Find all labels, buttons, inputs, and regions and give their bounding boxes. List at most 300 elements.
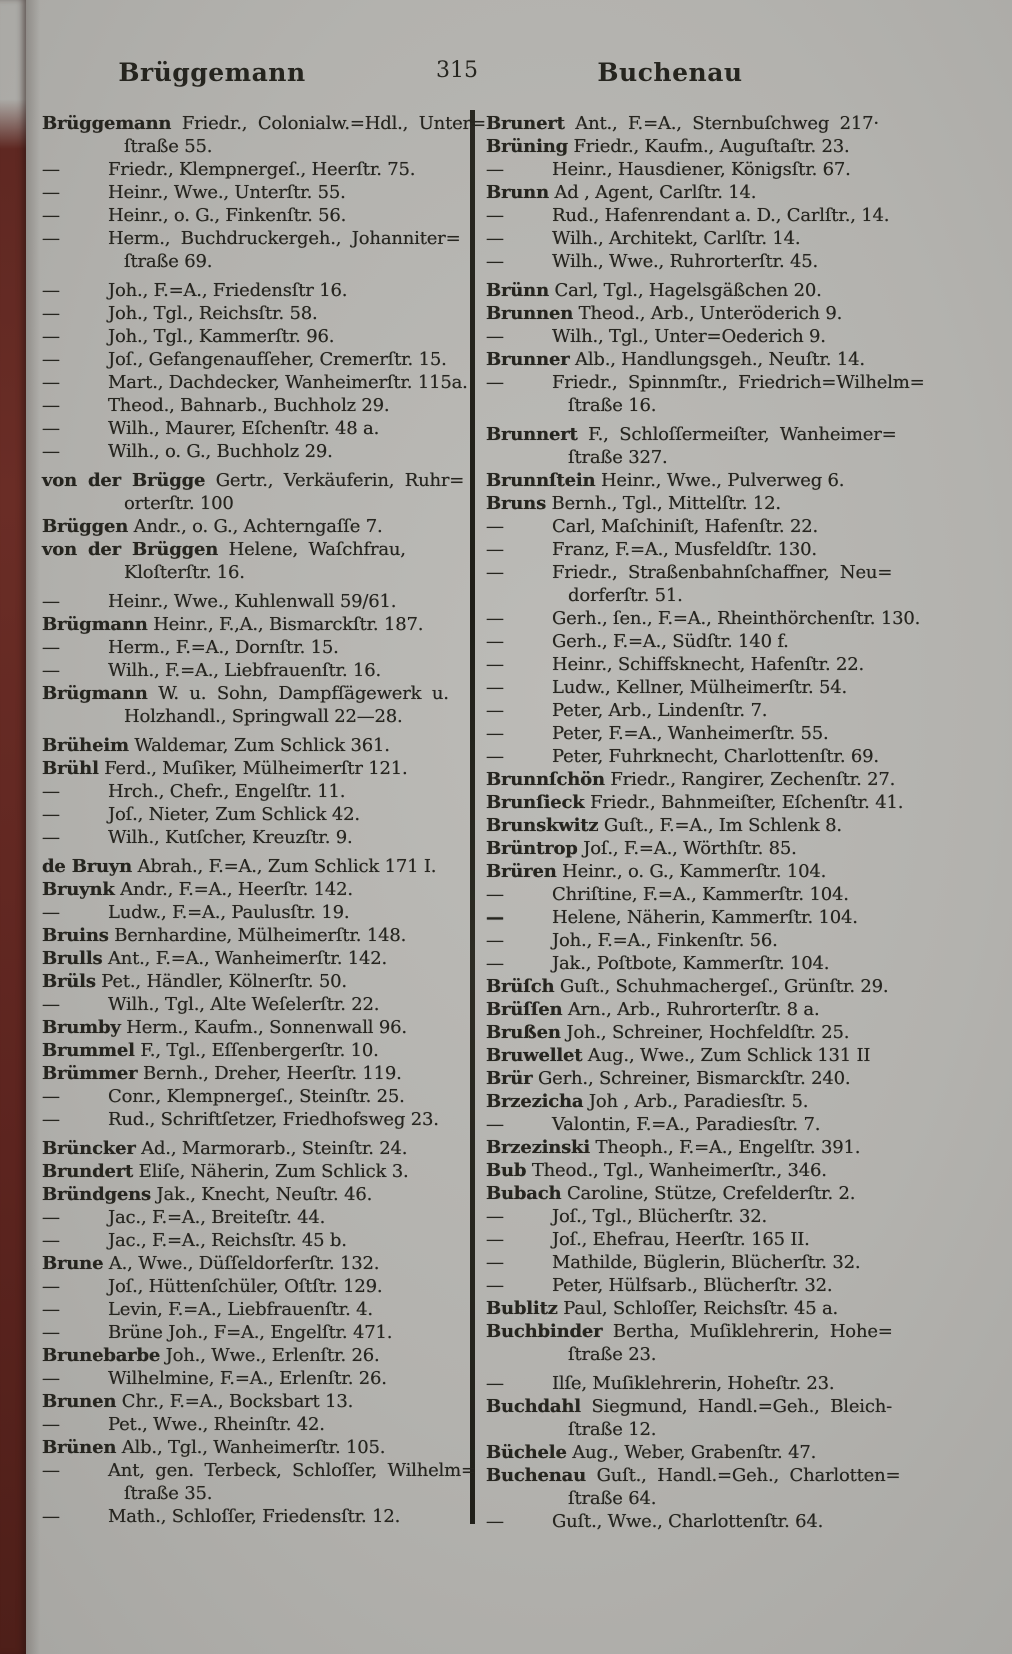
entry-text: Caroline, Stütze, Crefelderſtr. 2. xyxy=(566,1183,856,1204)
surname: Bublitz xyxy=(486,1298,558,1319)
entry-line xyxy=(486,1044,950,1067)
repeat-surname-dash: — xyxy=(486,1114,504,1135)
repeat-surname-dash: — xyxy=(42,660,60,681)
entry-line xyxy=(486,112,950,135)
entry-line xyxy=(42,1085,466,1108)
entry-text: Franz, F.=A., Musfeldſtr. 130. xyxy=(552,539,817,560)
entry-line xyxy=(42,469,466,492)
repeat-surname-dash: — xyxy=(486,723,504,744)
entry-line xyxy=(486,837,950,860)
entry-line xyxy=(42,970,466,993)
entry-line xyxy=(42,1016,466,1039)
surname: Brune xyxy=(42,1253,104,1274)
entry-line xyxy=(42,1160,466,1183)
entry-line xyxy=(42,1459,476,1482)
page-header xyxy=(0,58,1012,94)
entry-text: Jak., Poſtbote, Kammerſtr. 104. xyxy=(552,953,830,974)
entry-text: Math., Schloſſer, Friedensſtr. 12. xyxy=(108,1506,401,1527)
entry-line xyxy=(486,745,950,768)
entry-text: Herm., Kaufm., Sonnenwall 96. xyxy=(126,1017,407,1038)
surname: von der Brüggen xyxy=(42,539,219,560)
entry-line xyxy=(42,803,466,826)
repeat-surname-dash: — xyxy=(486,539,504,560)
entry-text: Arn., Arb., Ruhrorterſtr. 8 a. xyxy=(567,999,820,1020)
entry-line xyxy=(486,1441,950,1464)
entry-text: Friedr., Kaufm., Auguſtaſtr. 23. xyxy=(573,136,850,157)
entry-text: A., Wwe., Düſſeldorferſtr. 132. xyxy=(108,1253,380,1274)
entry-text: Valontin, F.=A., Paradiesſtr. 7. xyxy=(552,1114,821,1135)
entry-line xyxy=(42,1039,466,1062)
entry-line xyxy=(42,1321,466,1344)
entry-text: Wilhelmine, F.=A., Erlenſtr. 26. xyxy=(108,1368,387,1389)
entry-line xyxy=(486,1372,950,1395)
entry-text: Wilh., Kutſcher, Kreuzſtr. 9. xyxy=(108,827,353,848)
entry-text: Gerh., F.=A., Südſtr. 140 f. xyxy=(552,631,789,652)
entry-text: Heinr., o. G., Kammerſtr. 104. xyxy=(562,861,827,882)
entry-line xyxy=(486,1297,950,1320)
surname: Brunnſtein xyxy=(486,470,596,491)
repeat-surname-dash: — xyxy=(42,1368,60,1389)
entry-text: Bernh., Tgl., Mittelſtr. 12. xyxy=(551,493,781,514)
repeat-surname-dash: — xyxy=(42,326,60,347)
entry-text: Joh., Wwe., Erlenſtr. 26. xyxy=(165,1345,380,1366)
entry-line xyxy=(42,734,466,757)
surname: Brzezinski xyxy=(486,1137,590,1158)
entry-text: Heinr., Schiffsknecht, Hafenſtr. 22. xyxy=(552,654,865,675)
entry-text: Joſ., Tgl., Blücherſtr. 32. xyxy=(552,1206,768,1227)
entry-text: Ant, gen. Terbeck, Schloſſer, Wilhelm= xyxy=(108,1460,476,1481)
surname: Brüren xyxy=(486,861,557,882)
entry-text: Wilh., Architekt, Carlſtr. 14. xyxy=(552,228,801,249)
entry-text: Heinr., Hausdiener, Königsſtr. 67. xyxy=(552,159,851,180)
entry-line xyxy=(42,348,466,371)
entry-text: Theod., Arb., Unteröderich 9. xyxy=(578,303,843,324)
repeat-surname-dash: — xyxy=(42,781,60,802)
page-number: 315 xyxy=(436,58,478,83)
entry-line xyxy=(486,630,950,653)
entry-text: Helene, Näherin, Kammerſtr. 104. xyxy=(552,907,858,928)
entry-text: Aug., Wwe., Zum Schlick 131 II xyxy=(587,1045,871,1066)
surname: Brüncker xyxy=(42,1138,136,1159)
entry-text: Theod., Tgl., Wanheimerſtr., 346. xyxy=(531,1160,827,1181)
surname: Bubach xyxy=(486,1183,562,1204)
entry-line xyxy=(486,1182,950,1205)
surname: Brunert xyxy=(486,113,565,134)
entry-line xyxy=(42,947,466,970)
surname: Brügmann xyxy=(42,614,148,635)
entry-line xyxy=(486,1274,950,1297)
surname: von der Brügge xyxy=(42,470,206,491)
entry-line xyxy=(486,1395,950,1418)
surname: Brühl xyxy=(42,758,99,779)
entry-text: Friedr., Bahnmeiſter, Eſchenſtr. 41. xyxy=(590,792,904,813)
entry-text: Friedr., Colonialw.=Hdl., Unter= xyxy=(181,113,486,134)
repeat-surname-dash: — xyxy=(42,1230,60,1251)
repeat-surname-dash: — xyxy=(486,228,504,249)
entry-line xyxy=(486,1251,950,1274)
surname: Büchele xyxy=(486,1442,567,1463)
repeat-surname-dash: — xyxy=(42,303,60,324)
entry-text: Heinr., Wwe., Unterſtr. 55. xyxy=(108,182,346,203)
repeat-surname-dash: — xyxy=(486,516,504,537)
surname: Bruynk xyxy=(42,879,115,900)
entry-text: Wilh., Wwe., Ruhrorterſtr. 45. xyxy=(552,251,819,272)
entry-text: Joh., Tgl., Reichsſtr. 58. xyxy=(108,303,318,324)
entry-line xyxy=(42,1390,466,1413)
repeat-surname-dash: — xyxy=(42,827,60,848)
entry-line xyxy=(486,1159,950,1182)
entry-text: Paul, Schloſſer, Reichsſtr. 45 a. xyxy=(563,1298,839,1319)
entry-text: Mart., Dachdecker, Wanheimerſtr. 115a. xyxy=(108,372,468,393)
surname: Brumby xyxy=(42,1017,121,1038)
entry-text: Ad , Agent, Carlſtr. 14. xyxy=(554,182,757,203)
surname: Brunnert xyxy=(486,424,578,445)
repeat-surname-dash: — xyxy=(486,326,504,347)
repeat-surname-dash: — xyxy=(42,349,60,370)
surname: Brzezicha xyxy=(486,1091,584,1112)
repeat-surname-dash: — xyxy=(42,228,60,249)
entry-line xyxy=(42,757,466,780)
entry-text: Andr., o. G., Achterngaſſe 7. xyxy=(133,516,383,537)
entry-text: Guſt., Schuhmachergeſ., Grünſtr. 29. xyxy=(559,976,889,997)
entry-line xyxy=(42,394,466,417)
entry-line xyxy=(486,998,950,1021)
entry-line xyxy=(42,826,466,849)
repeat-surname-dash: — xyxy=(486,562,504,583)
entry-text: Waldemar, Zum Schlick 361. xyxy=(134,735,390,756)
entry-line xyxy=(42,1505,466,1528)
entry-text: Ilſe, Muſiklehrerin, Hoheſtr. 23. xyxy=(552,1373,835,1394)
entry-text: Ludw., F.=A., Paulusſtr. 19. xyxy=(108,902,350,923)
repeat-surname-dash: — xyxy=(486,1511,504,1532)
entry-line xyxy=(42,613,466,636)
entry-line xyxy=(42,1108,466,1131)
entry-line xyxy=(42,901,466,924)
repeat-surname-dash: — xyxy=(42,1299,60,1320)
entry-text: Chriſtine, F.=A., Kammerſtr. 104. xyxy=(552,884,849,905)
repeat-surname-dash: — xyxy=(486,953,504,974)
entry-text: Rud., Hafenrendant a. D., Carlſtr., 14. xyxy=(552,205,890,226)
entry-text: Levin, F.=A., Liebfrauenſtr. 4. xyxy=(108,1299,373,1320)
entry-text: Carl, Tgl., Hagelsgäßchen 20. xyxy=(554,280,822,301)
entry-continuation-line: ſtraße 35. xyxy=(124,1483,213,1504)
entry-text: Peter, Arb., Lindenſtr. 7. xyxy=(552,700,768,721)
repeat-surname-dash: — xyxy=(42,1276,60,1297)
entry-line xyxy=(42,417,466,440)
repeat-surname-dash: — xyxy=(42,395,60,416)
surname: Brußen xyxy=(486,1022,561,1043)
entry-text: Eliſe, Näherin, Zum Schlick 3. xyxy=(138,1161,409,1182)
entry-text: Bernh., Dreher, Heerſtr. 119. xyxy=(142,1063,402,1084)
entry-line xyxy=(486,653,950,676)
entry-line xyxy=(486,1205,950,1228)
surname: Bruins xyxy=(42,925,109,946)
entry-text: Theod., Bahnarb., Buchholz 29. xyxy=(108,395,390,416)
entry-line xyxy=(42,590,466,613)
entry-line xyxy=(486,883,950,906)
entry-text: Friedr., Spinnmſtr., Friedrich=Wilhelm= xyxy=(552,372,925,393)
entry-line xyxy=(486,348,950,371)
entry-text: Heinr., F.,A., Bismarckſtr. 187. xyxy=(153,614,424,635)
surname: Brummel xyxy=(42,1040,135,1061)
entry-line xyxy=(486,1113,950,1136)
surname: Brümmer xyxy=(42,1063,138,1084)
entry-text: Wilh., F.=A., Liebfrauenſtr. 16. xyxy=(108,660,382,681)
entry-continuation-line: ſtraße 327. xyxy=(568,447,668,468)
repeat-surname-dash: — xyxy=(42,159,60,180)
entry-line xyxy=(42,1183,466,1206)
entry-text: Wilh., o. G., Buchholz 29. xyxy=(108,441,333,462)
repeat-surname-dash: — xyxy=(42,804,60,825)
entry-continuation-line: dorferſtr. 51. xyxy=(568,585,683,606)
entry-text: Gerh., Schreiner, Bismarckſtr. 240. xyxy=(538,1068,851,1089)
repeat-surname-dash: — xyxy=(486,700,504,721)
entry-line xyxy=(42,538,466,561)
entry-text: Hrch., Chefr., Engelſtr. 11. xyxy=(108,781,346,802)
entry-line xyxy=(486,469,950,492)
surname: Buchbinder xyxy=(486,1321,603,1342)
surname: de Bruyn xyxy=(42,856,133,877)
surname: Brundert xyxy=(42,1161,134,1182)
repeat-surname-dash: — xyxy=(486,654,504,675)
entry-line xyxy=(486,929,950,952)
entry-continuation-line: ſtraße 16. xyxy=(568,395,657,416)
repeat-surname-dash: — xyxy=(486,1275,504,1296)
entry-text: Joſ., Hüttenſchüler, Oſtſtr. 129. xyxy=(108,1276,383,1297)
entry-line xyxy=(486,1090,950,1113)
entry-text: Joh , Arb., Paradiesſtr. 5. xyxy=(588,1091,809,1112)
repeat-surname-dash: — xyxy=(486,677,504,698)
entry-text: Friedr., Rangirer, Zechenſtr. 27. xyxy=(610,769,896,790)
repeat-surname-dash: — xyxy=(42,182,60,203)
entry-text: Pet., Händler, Kölnerſtr. 50. xyxy=(101,971,347,992)
repeat-surname-dash: — xyxy=(42,441,60,462)
book-binding-edge xyxy=(0,0,26,1654)
surname: Brunſieck xyxy=(486,792,585,813)
surname: Brüſch xyxy=(486,976,555,997)
entry-line xyxy=(486,371,950,394)
entry-line xyxy=(486,1510,950,1533)
entry-continuation-line: ſtraße 55. xyxy=(124,136,213,157)
header-right-keyword: Buchenau xyxy=(597,58,743,87)
surname: Bruwellet xyxy=(486,1045,583,1066)
entry-line xyxy=(42,1137,466,1160)
surname: Brüſſen xyxy=(486,999,563,1020)
entry-line xyxy=(42,682,466,705)
entry-text: Heinr., Wwe., Kuhlenwall 59/61. xyxy=(108,591,397,612)
entry-line xyxy=(42,279,466,302)
repeat-surname-dash: — xyxy=(42,1086,60,1107)
entry-line xyxy=(486,158,950,181)
surname: Brunn xyxy=(486,182,549,203)
entry-line xyxy=(42,1275,466,1298)
surname: Brunskwitz xyxy=(486,815,599,836)
entry-line xyxy=(486,227,950,250)
entry-text: Heinr., Wwe., Pulverweg 6. xyxy=(600,470,845,491)
entry-continuation-line: Kloſterſtr. 16. xyxy=(124,562,245,583)
entry-line xyxy=(42,515,466,538)
entry-text: Herm., F.=A., Dornſtr. 15. xyxy=(108,637,339,658)
entry-text: F., Tgl., Eſſenbergerſtr. 10. xyxy=(140,1040,379,1061)
entry-continuation-line: ſtraße 69. xyxy=(124,251,213,272)
repeat-surname-dash: — xyxy=(42,1506,60,1527)
surname: Brulls xyxy=(42,948,103,969)
entry-text: Joſ., F.=A., Wörthſtr. 85. xyxy=(583,838,797,859)
entry-text: Siegmund, Handl.=Geh., Bleich- xyxy=(591,1396,892,1417)
entry-text: Alb., Tgl., Wanheimerſtr. 105. xyxy=(121,1437,386,1458)
entry-line xyxy=(42,112,486,135)
entry-line xyxy=(42,1298,466,1321)
repeat-surname-dash: — xyxy=(42,1460,60,1481)
entry-text: Mathilde, Büglerin, Blücherſtr. 32. xyxy=(552,1252,861,1273)
entry-line xyxy=(486,325,950,348)
entry-continuation-line: ſtraße 12. xyxy=(568,1419,657,1440)
entry-line xyxy=(42,780,466,803)
entry-line xyxy=(42,1413,466,1436)
entry-line xyxy=(42,1367,466,1390)
repeat-surname-dash: — xyxy=(42,372,60,393)
entry-text: Guſt., Wwe., Charlottenſtr. 64. xyxy=(552,1511,824,1532)
surname: Brunen xyxy=(42,1391,117,1412)
entry-text: Friedr., Straßenbahnſchaffner, Neu= xyxy=(552,562,893,583)
entry-text: Guſt., F.=A., Im Schlenk 8. xyxy=(603,815,842,836)
entry-line xyxy=(486,538,950,561)
repeat-surname-dash: — xyxy=(486,1206,504,1227)
entry-text: Bernhardine, Mülheimerſtr. 148. xyxy=(114,925,407,946)
entry-text: Conr., Klempnergeſ., Steinſtr. 25. xyxy=(108,1086,405,1107)
entry-text: Herm., Buchdruckergeh., Johanniter= xyxy=(108,228,461,249)
entry-text: Andr., F.=A., Heerſtr. 142. xyxy=(120,879,353,900)
repeat-surname-dash: — xyxy=(486,1252,504,1273)
entry-continuation-line: ſtraße 23. xyxy=(568,1344,657,1365)
surname: Brügmann xyxy=(42,683,148,704)
entry-line xyxy=(42,440,466,463)
column-divider-rule xyxy=(470,110,475,1524)
entry-text: Joh., F.=A., Finkenſtr. 56. xyxy=(552,930,778,951)
surname: Bub xyxy=(486,1160,527,1181)
entry-text: Helene, Waſchfrau, xyxy=(228,539,406,560)
entry-line xyxy=(42,302,466,325)
surname: Brunnſchön xyxy=(486,769,605,790)
surname: Brüggemann xyxy=(42,113,172,134)
entry-line xyxy=(486,676,950,699)
entry-text: Ad., Marmorarb., Steinſtr. 24. xyxy=(141,1138,408,1159)
entry-continuation-line: Holzhandl., Springwall 22—28. xyxy=(124,706,403,727)
entry-text: Heinr., o. G., Finkenſtr. 56. xyxy=(108,205,347,226)
repeat-surname-dash: — xyxy=(486,631,504,652)
entry-line xyxy=(486,492,950,515)
entry-line xyxy=(486,515,950,538)
repeat-surname-dash: — xyxy=(486,1229,504,1250)
entry-line xyxy=(42,855,466,878)
entry-text: Rud., Schriftſetzer, Friedhofsweg 23. xyxy=(108,1109,439,1130)
surname: Brüls xyxy=(42,971,96,992)
entry-text: Ant., F.=A., Sternbuſchweg 217· xyxy=(575,113,879,134)
entry-text: W. u. Sohn, Dampfſägewerk u. xyxy=(158,683,449,704)
surname: Brüning xyxy=(486,136,568,157)
entry-text: Jac., F.=A., Breiteſtr. 44. xyxy=(108,1207,326,1228)
entry-continuation-line: ſtraße 64. xyxy=(568,1488,657,1509)
repeat-surname-dash: — xyxy=(42,902,60,923)
repeat-surname-dash: — xyxy=(42,205,60,226)
entry-line xyxy=(42,227,466,250)
entry-text: Alb., Handlungsgeh., Neuſtr. 14. xyxy=(575,349,865,370)
entry-line xyxy=(42,993,466,1016)
surname: Brüheim xyxy=(42,735,129,756)
entry-line xyxy=(42,371,466,394)
entry-text: Joh., Schreiner, Hochfeldſtr. 25. xyxy=(566,1022,850,1043)
surname: Bruns xyxy=(486,493,547,514)
entry-line xyxy=(486,423,950,446)
entry-text: Gerh., ſen., F.=A., Rheinthörchenſtr. 130. xyxy=(552,608,921,629)
entry-text: Peter, Hülfsarb., Blücherſtr. 32. xyxy=(552,1275,833,1296)
repeat-surname-dash: — xyxy=(42,1322,60,1343)
repeat-surname-dash: — xyxy=(42,591,60,612)
entry-line xyxy=(42,158,466,181)
entry-text: Ant., F.=A., Wanheimerſtr. 142. xyxy=(107,948,388,969)
entry-line xyxy=(486,906,950,929)
entry-line xyxy=(42,924,466,947)
repeat-surname-dash: — xyxy=(42,418,60,439)
entry-line xyxy=(486,1021,950,1044)
column-right xyxy=(486,112,950,1533)
entry-line xyxy=(486,1228,950,1251)
entry-text: Wilh., Tgl., Alte Weſelerſtr. 22. xyxy=(108,994,380,1015)
entry-text: Carl, Maſchiniſt, Hafenſtr. 22. xyxy=(552,516,818,537)
entry-line xyxy=(486,768,950,791)
entry-line xyxy=(486,1320,950,1343)
repeat-surname-dash: — xyxy=(486,884,504,905)
repeat-surname-dash: — xyxy=(42,1109,60,1130)
entry-text: Peter, Fuhrknecht, Charlottenſtr. 69. xyxy=(552,746,879,767)
entry-text: Gertr., Verkäuferin, Ruhr= xyxy=(215,470,465,491)
surname: Brunnen xyxy=(486,303,574,324)
entry-line xyxy=(486,181,950,204)
entry-text: Ludw., Kellner, Mülheimerſtr. 54. xyxy=(552,677,848,698)
repeat-surname-dash: — xyxy=(486,205,504,226)
entry-line xyxy=(42,636,466,659)
entry-text: Bertha, Muſiklehrerin, Hohe= xyxy=(612,1321,893,1342)
entry-text: Jak., Knecht, Neuſtr. 46. xyxy=(156,1184,373,1205)
repeat-surname-dash: — xyxy=(42,1207,60,1228)
entry-text: Chr., F.=A., Bocksbart 13. xyxy=(121,1391,354,1412)
repeat-surname-dash: — xyxy=(486,251,504,272)
surname: Brünn xyxy=(486,280,549,301)
entry-text: Peter, F.=A., Wanheimerſtr. 55. xyxy=(552,723,829,744)
surname: Brunner xyxy=(486,349,570,370)
repeat-surname-dash: — xyxy=(42,1414,60,1435)
entry-line xyxy=(486,791,950,814)
entry-line xyxy=(486,860,950,883)
entry-line xyxy=(486,135,950,158)
entry-line xyxy=(42,1062,466,1085)
repeat-surname-dash: — xyxy=(486,1373,504,1394)
entry-line xyxy=(486,204,950,227)
entry-text: Abrah., F.=A., Zum Schlick 171 I. xyxy=(137,856,437,877)
entry-line xyxy=(42,1229,466,1252)
entry-line xyxy=(42,204,466,227)
repeat-surname-dash: — xyxy=(486,746,504,767)
surname: Brüntrop xyxy=(486,838,578,859)
repeat-surname-dash: — xyxy=(42,280,60,301)
entry-line xyxy=(42,878,466,901)
entry-text: Aug., Weber, Grabenſtr. 47. xyxy=(572,1442,817,1463)
entry-text: Joh., Tgl., Kammerſtr. 96. xyxy=(108,326,335,347)
repeat-surname-dash: — xyxy=(486,372,504,393)
entry-text: Joſ., Ehefrau, Heerſtr. 165 II. xyxy=(552,1229,810,1250)
entry-line xyxy=(486,722,950,745)
entry-text: Guſt., Handl.=Geh., Charlotten= xyxy=(596,1465,901,1486)
